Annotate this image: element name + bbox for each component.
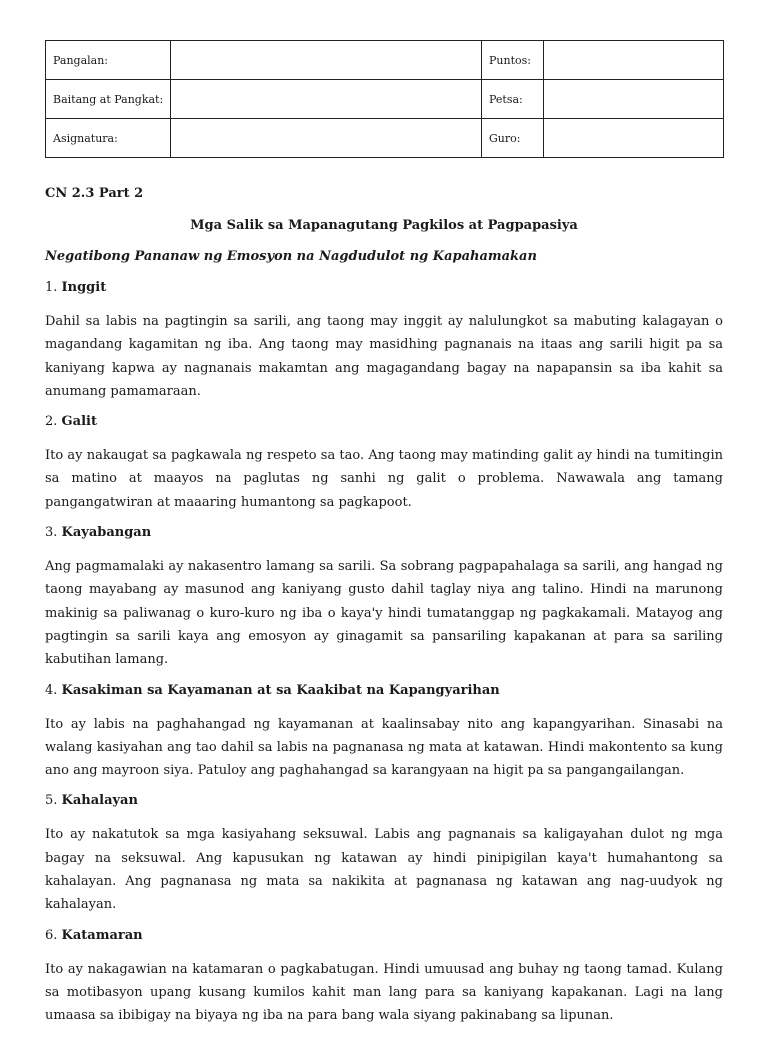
item-name: Galit xyxy=(61,414,97,430)
emotion-item-kayabangan xyxy=(45,523,723,671)
info-row-name xyxy=(46,41,724,80)
item-heading xyxy=(45,523,723,543)
worksheet-content xyxy=(45,184,723,1037)
emotion-item-kasakiman xyxy=(45,681,723,783)
emotion-item-katamaran xyxy=(45,926,723,1028)
emotion-item-galit xyxy=(45,412,723,514)
name-label: Pangalan: xyxy=(46,41,171,80)
emotion-item-kahalayan xyxy=(45,791,723,916)
item-name: Katamaran xyxy=(61,927,143,943)
item-description: Ito ay nakatutok sa mga kasiyahang seksuwal. Labis ang pagnanais sa kaligayahan dulot ng mga bagay na seksuwal. Ang kapusukan ng katawan ay hindi pinipigilan kaya't humahantong sa kahalayan. Ang pagnanasa ng mata sa nakikita at pagnanasa ng katawan ang nag-uudyok ng kahalayan. xyxy=(45,827,723,913)
item-name: Kayabangan xyxy=(61,525,152,541)
item-description: Ito ay nakagawian na katamaran o pagkabatugan. Hindi umuusad ang buhay ng taong tamad. Kulang sa motibasyon upang kusang kumilos kahit man lang para sa kaniyang kapakanan. Lagi na lang umaasa sa ibibigay na biyaya ng iba na para bang wala siyang pakinabang sa lipunan. xyxy=(45,961,723,1024)
item-description: Ang pagmamalaki ay nakasentro lamang sa sarili. Sa sobrang pagpapahalaga sa sarili, ang hangad ng taong mayabang ay masunod ang kaniyang gusto dahil taglay niya ang talino. Hindi na marunong makinig sa paliwanag o kuro-kuro ng iba o kaya'y hindi tumatanggap ng pagkakamali. Matayog ang pagtingin sa sarili kaya ang emosyon ay ginagamit sa pansariling kapakanan at para sa sariling kabutihan lamang. xyxy=(45,559,723,668)
section-subtitle: Negatibong Pananaw ng Emosyon na Nagdudulot ng Kapahamakan xyxy=(45,249,537,264)
grade-section-label: Baitang at Pangkat: xyxy=(46,80,171,119)
score-label: Puntos: xyxy=(482,41,544,80)
item-number: 1. xyxy=(45,280,58,295)
subject-label: Asignatura: xyxy=(46,119,171,158)
teacher-field[interactable] xyxy=(544,119,724,158)
item-heading xyxy=(45,412,723,432)
info-row-grade xyxy=(46,80,724,119)
item-heading xyxy=(45,278,723,298)
emotion-item-inggit xyxy=(45,278,723,403)
date-field[interactable] xyxy=(544,80,724,119)
item-number: 2. xyxy=(45,414,58,430)
item-description: Ito ay nakaugat sa pagkawala ng respeto sa tao. Ang taong may matinding galit ay hindi na tumitingin sa matino at maayos na paglutas ng sanhi ng galit o problema. Nawawala ang tamang pangangatwiran at maaaring humantong sa pagkapoot. xyxy=(45,448,723,510)
teacher-label: Guro: xyxy=(482,119,544,158)
grade-section-field[interactable] xyxy=(171,80,482,119)
item-number: 4. xyxy=(45,682,58,698)
item-description: Ito ay labis na paghahangad ng kayamanan at kaalinsabay nito ang kapangyarihan. Sinasabi na walang kasiyahan ang tao dahil sa labis na pagnanasa ng mata at katawan. Hindi makontento sa kung ano ang mayroon siya. Patuloy ang paghahangad sa karangyaan na higit pa sa pangangailangan. xyxy=(45,716,723,779)
item-number: 5. xyxy=(45,793,58,809)
score-field[interactable] xyxy=(544,41,724,80)
subject-field[interactable] xyxy=(171,119,482,158)
date-label: Petsa: xyxy=(482,80,544,119)
item-name: Inggit xyxy=(61,280,107,295)
item-heading xyxy=(45,681,723,701)
item-name: Kahalayan xyxy=(61,793,138,809)
item-name: Kasakiman sa Kayamanan at sa Kaakibat na Kapangyarihan xyxy=(61,682,500,698)
info-row-subject xyxy=(46,119,724,158)
item-number: 6. xyxy=(45,927,58,943)
item-heading xyxy=(45,926,723,946)
student-info-table xyxy=(45,40,724,158)
item-description: Dahil sa labis na pagtingin sa sarili, ang taong may inggit ay nalulungkot sa mabuting kalagayan o magandang kagamitan ng iba. Ang taong may masidhing pagnanais na itaas ang sarili higit pa sa kaniyang kapwa ay nagnanais makamtan ang magagandang bagay na napapansin sa iba kahit sa anumang pamamaraan. xyxy=(45,314,723,399)
name-field[interactable] xyxy=(171,41,482,80)
item-number: 3. xyxy=(45,525,58,541)
item-heading xyxy=(45,791,723,811)
page-title: Mga Salik sa Mapanagutang Pagkilos at Pagpapasiya xyxy=(190,218,578,233)
lesson-code: CN 2.3 Part 2 xyxy=(45,186,144,201)
